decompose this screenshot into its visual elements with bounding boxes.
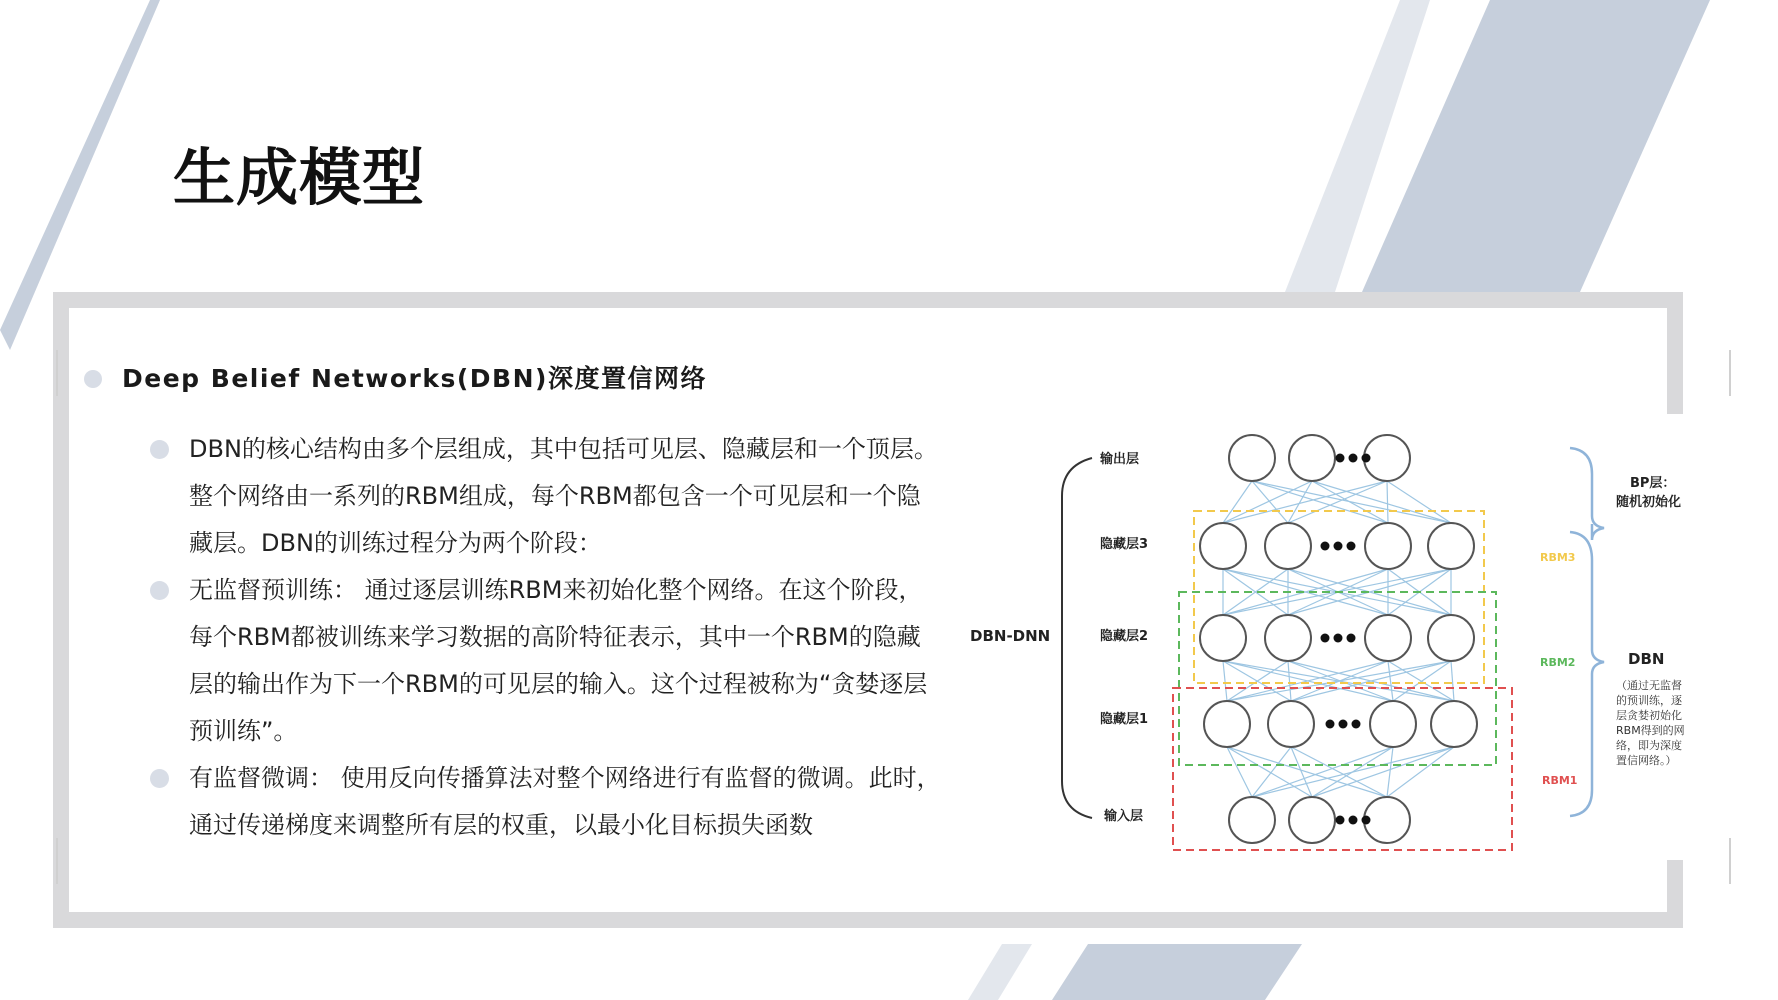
ellipsis-dot xyxy=(1347,634,1356,643)
ellipsis-dot xyxy=(1349,816,1358,825)
ellipsis-dot xyxy=(1334,542,1343,551)
dbn-note-line: （通过无监督 xyxy=(1616,679,1682,692)
input-neuron xyxy=(1364,797,1410,843)
hidden2-neuron xyxy=(1265,615,1311,661)
hidden1-neuron xyxy=(1431,701,1477,747)
dbn-note-line: 络，即为深度 xyxy=(1616,739,1682,752)
bullet-dot xyxy=(150,581,169,600)
diagram-background xyxy=(968,414,1698,860)
ellipsis-dot xyxy=(1362,454,1371,463)
dbn-title: DBN xyxy=(1628,650,1665,668)
hidden1-neuron xyxy=(1204,701,1250,747)
bullet-text: 无监督预训练： 通过逐层训练RBM来初始化整个网络。在这个阶段，每个RBM都被训练来学习数据的高阶特征表示，其中一个RBM的隐藏层的输出作为下一个RBM的可见层的输入。这个过程被称为“贪婪逐层预训练”。 xyxy=(189,576,928,745)
page-title: 生成模型 xyxy=(173,141,426,214)
bp-desc: 随机初始化 xyxy=(1616,495,1682,510)
rbm2-label: RBM2 xyxy=(1540,656,1576,669)
hidden1-neuron xyxy=(1370,701,1416,747)
card-edge-line xyxy=(56,350,58,396)
hidden2-neuron xyxy=(1200,615,1246,661)
input-neuron xyxy=(1229,797,1275,843)
ellipsis-dot xyxy=(1336,816,1345,825)
input-layer-label: 输入层 xyxy=(1104,809,1144,824)
bullet-text: 有监督微调： 使用反向传播算法对整个网络进行有监督的微调。此时，通过传递梯度来调整所有层的权重，以最小化目标损失函数 xyxy=(189,764,941,839)
card-edge-line xyxy=(1729,350,1731,396)
ellipsis-dot xyxy=(1339,720,1348,729)
ellipsis-dot xyxy=(1326,720,1335,729)
bullet-dot xyxy=(84,370,102,388)
bullet-dot xyxy=(150,769,169,788)
ellipsis-dot xyxy=(1334,634,1343,643)
section-heading xyxy=(84,364,707,394)
bp-title: BP层： xyxy=(1630,476,1676,491)
ellipsis-dot xyxy=(1352,720,1361,729)
ellipsis-dot xyxy=(1336,454,1345,463)
hidden3-neuron xyxy=(1365,523,1411,569)
rbm1-label: RBM1 xyxy=(1542,774,1578,787)
dbn-diagram xyxy=(968,414,1698,860)
bullet-list xyxy=(150,426,942,849)
section-heading-text: Deep Belief Networks(DBN)深度置信网络 xyxy=(122,364,707,393)
dbn-dnn-label: DBN-DNN xyxy=(970,627,1051,645)
ellipsis-dot xyxy=(1347,542,1356,551)
bullet-text: DBN的核心结构由多个层组成，其中包括可见层、隐藏层和一个顶层。整个网络由一系列的RBM组成，每个RBM都包含一个可见层和一个隐藏层。DBN的训练过程分为两个阶段： xyxy=(189,435,938,557)
output-neuron xyxy=(1229,435,1275,481)
hidden1-neuron xyxy=(1268,701,1314,747)
rbm3-label: RBM3 xyxy=(1540,551,1576,564)
dbn-diagram-svg xyxy=(968,414,1698,860)
card-edge-line xyxy=(1729,838,1731,884)
background-stripe xyxy=(1052,944,1302,1000)
hidden2-layer-label: 隐藏层2 xyxy=(1100,629,1149,644)
ellipsis-dot xyxy=(1321,542,1330,551)
ellipsis-dot xyxy=(1321,634,1330,643)
hidden1-layer-label: 隐藏层1 xyxy=(1100,712,1149,727)
output-neuron xyxy=(1364,435,1410,481)
output-neuron xyxy=(1289,435,1335,481)
card-edge-line xyxy=(56,838,58,884)
dbn-note-line: RBM得到的网 xyxy=(1616,724,1685,737)
output-layer-label: 输出层 xyxy=(1100,452,1140,467)
background-stripe xyxy=(968,944,1032,1000)
hidden3-neuron xyxy=(1428,523,1474,569)
input-neuron xyxy=(1289,797,1335,843)
hidden2-neuron xyxy=(1365,615,1411,661)
ellipsis-dot xyxy=(1349,454,1358,463)
hidden2-neuron xyxy=(1428,615,1474,661)
list-item xyxy=(150,426,942,567)
list-item xyxy=(150,755,942,849)
dbn-note-line: 的预训练，逐 xyxy=(1616,694,1682,707)
hidden3-layer-label: 隐藏层3 xyxy=(1100,537,1149,552)
list-item xyxy=(150,567,942,755)
bullet-dot xyxy=(150,440,169,459)
ellipsis-dot xyxy=(1362,816,1371,825)
hidden3-neuron xyxy=(1200,523,1246,569)
dbn-note-line: 层贪婪初始化 xyxy=(1616,709,1682,722)
dbn-note-line: 置信网络。） xyxy=(1616,754,1677,767)
hidden3-neuron xyxy=(1265,523,1311,569)
